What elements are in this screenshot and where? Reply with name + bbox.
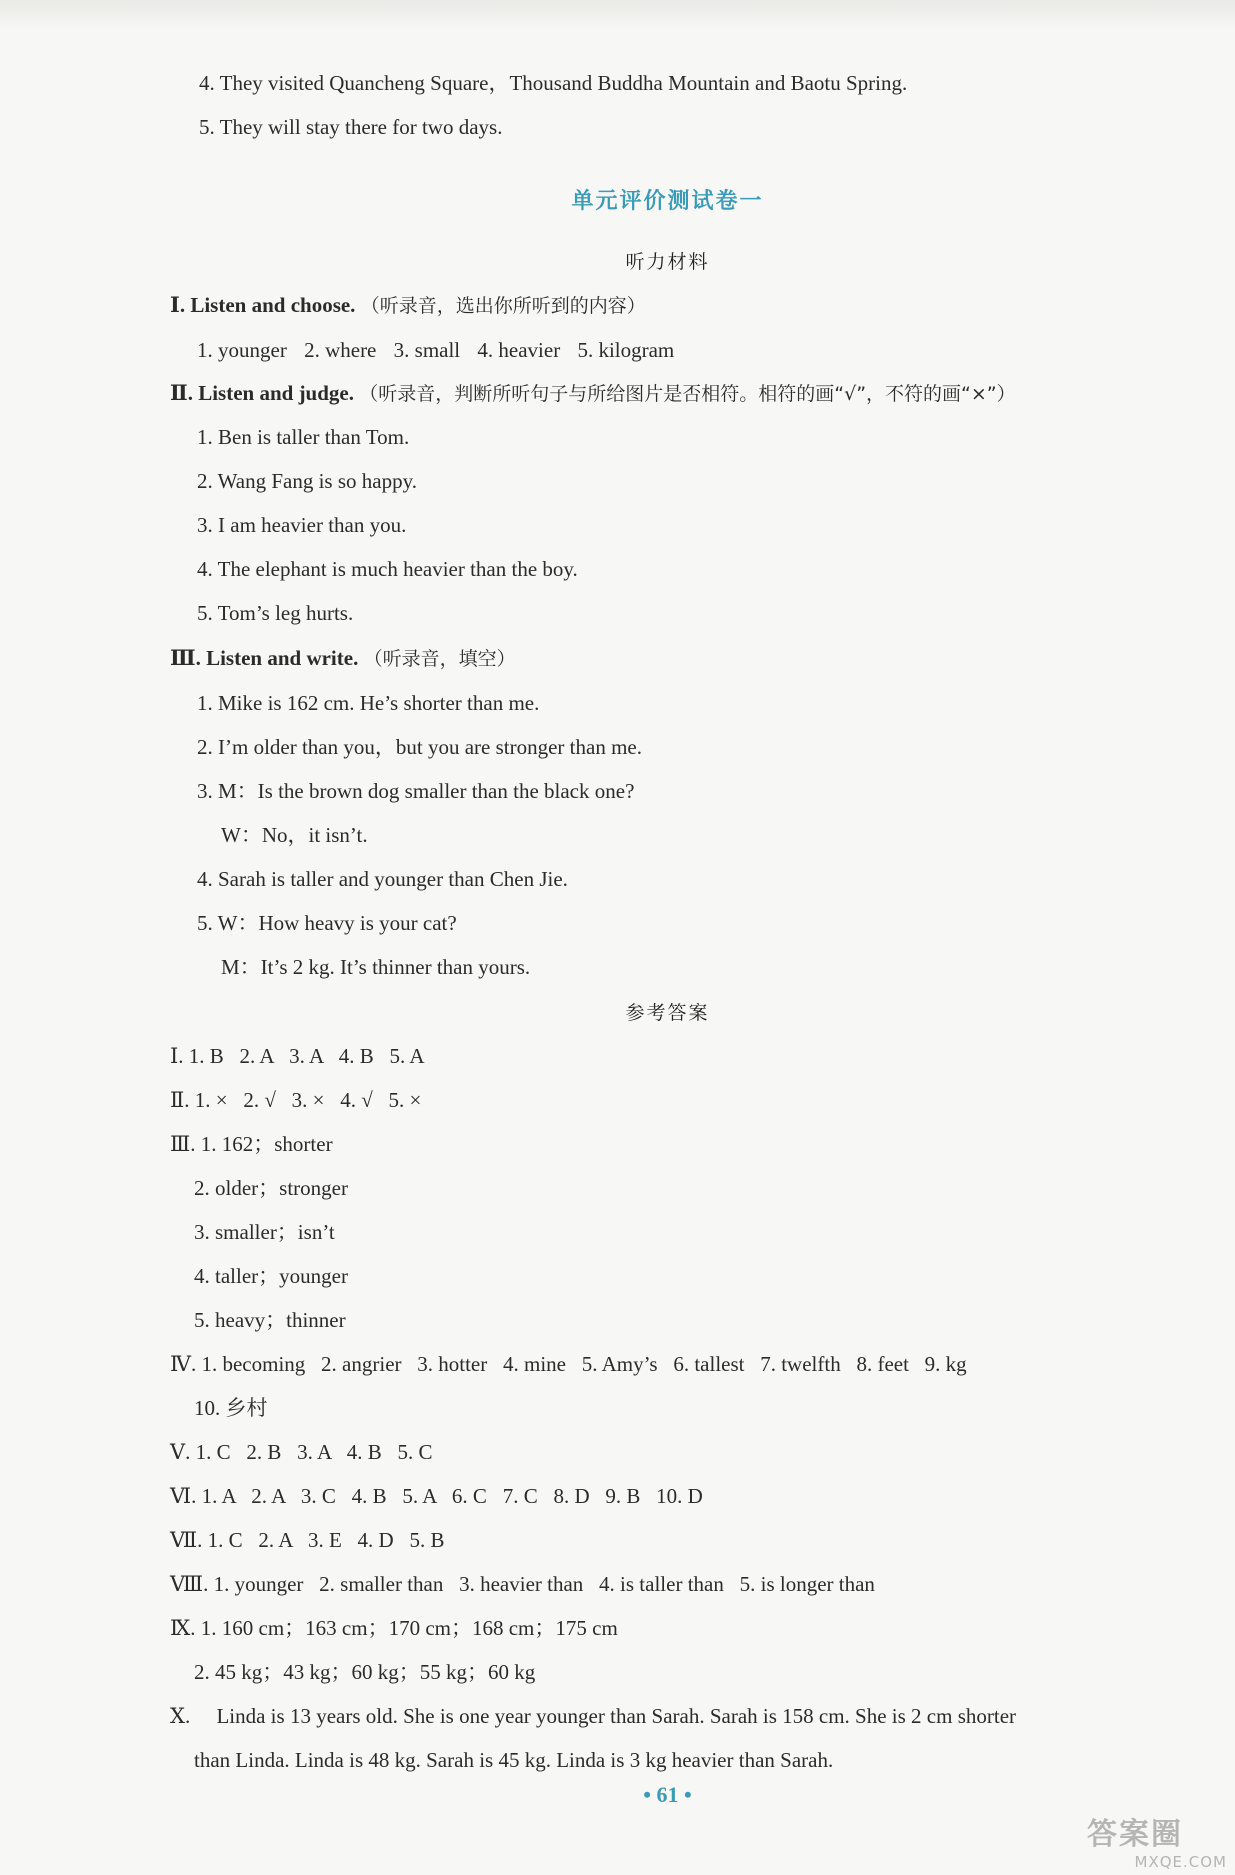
top-line-4: 4. They visited Quancheng Square，Thousand Buddha Mountain and Baotu Spring. — [199, 71, 908, 95]
list-item: 4. Sarah is taller and younger than Chen Jie. — [197, 867, 568, 891]
watermark-url: MXQE.COM — [1134, 1853, 1227, 1871]
section-1-heading — [170, 292, 646, 319]
answer-row-3-3: 3. smaller；isn’t — [194, 1220, 335, 1244]
section-1-number: Ⅰ. — [170, 293, 186, 317]
list-item: 3. small — [393, 338, 461, 362]
list-item: 2. Wang Fang is so happy. — [197, 469, 417, 493]
list-item: 1. younger — [197, 338, 287, 362]
section-3-heading — [170, 645, 516, 672]
top-line-5: 5. They will stay there for two days. — [199, 115, 503, 139]
list-item: 5. W：How heavy is your cat? — [197, 911, 457, 935]
section-1-instruction: （听录音，选出你所听到的内容） — [360, 295, 646, 317]
page-number: • 61 • — [643, 1782, 692, 1807]
watermark-text: 答案圈 — [1087, 1817, 1183, 1852]
list-item: W：No，it isn’t. — [221, 823, 368, 847]
list-item: 3. I am heavier than you. — [197, 513, 407, 537]
listening-heading: 听力材料 — [625, 251, 710, 273]
section-3-number: Ⅲ. — [170, 646, 201, 670]
answer-row-2: Ⅱ. 1. × 2. √ 3. × 4. √ 5. × — [170, 1088, 422, 1112]
list-item: M：It’s 2 kg. It’s thinner than yours. — [221, 955, 531, 979]
answers-heading: 参考答案 — [625, 1002, 710, 1024]
answer-row-6: Ⅵ. 1. A 2. A 3. C 4. B 5. A 6. C 7. C 8. D 9. B 10. D — [170, 1484, 703, 1508]
answer-row-7: Ⅶ. 1. C 2. A 3. E 4. D 5. B — [170, 1528, 445, 1552]
answer-row-9-2: 2. 45 kg；43 kg；60 kg；55 kg；60 kg — [194, 1660, 536, 1684]
answer-row-3-2: 2. older；stronger — [194, 1176, 348, 1200]
list-item: 5. Tom’s leg hurts. — [197, 601, 354, 625]
section-2-title: Listen and judge. — [198, 381, 354, 405]
section-1-title: Listen and choose. — [190, 293, 356, 317]
answer-row-10-2: than Linda. Linda is 48 kg. Sarah is 45 kg. Linda is 3 kg heavier than Sarah. — [194, 1748, 834, 1772]
section-3-title: Listen and write. — [206, 646, 359, 670]
list-item: 4. The elephant is much heavier than the boy. — [197, 557, 578, 581]
list-item: 3. M：Is the brown dog smaller than the black one? — [197, 779, 635, 803]
answer-row-3-5: 5. heavy；thinner — [194, 1308, 346, 1332]
page-top-edge — [0, 0, 1235, 30]
page-title: 单元评价测试卷一 — [571, 189, 764, 214]
section-2-heading — [170, 380, 1016, 407]
answer-row-4: Ⅳ. 1. becoming 2. angrier 3. hotter 4. mine 5. Amy’s 6. tallest 7. twelfth 8. feet 9. kg — [170, 1352, 967, 1376]
list-item: 2. I’m older than you，but you are stronger than me. — [197, 735, 642, 759]
answer-row-5: Ⅴ. 1. C 2. B 3. A 4. B 5. C — [170, 1440, 433, 1464]
section-2-instruction: （听录音，判断所听句子与所给图片是否相符。相符的画“√”，不符的画“×”） — [359, 383, 1016, 405]
list-item: 1. Mike is 162 cm. He’s shorter than me. — [197, 691, 540, 715]
answer-row-8: Ⅷ. 1. younger 2. smaller than 3. heavier than 4. is taller than 5. is longer than — [170, 1572, 875, 1596]
answer-row-4-10: 10. 乡村 — [194, 1396, 268, 1420]
list-item: 4. heavier — [477, 338, 561, 362]
answer-row-3-4: 4. taller；younger — [194, 1264, 348, 1288]
answer-row-3: Ⅲ. 1. 162；shorter — [170, 1132, 333, 1156]
list-item: 2. where — [304, 338, 377, 362]
answer-row-9: Ⅸ. 1. 160 cm；163 cm；170 cm；168 cm；175 cm — [170, 1616, 618, 1640]
answer-row-10: Ⅹ. Linda is 13 years old. She is one year younger than Sarah. Sarah is 158 cm. She is 2 cm shorter — [170, 1704, 1017, 1728]
answer-row-1: Ⅰ. 1. B 2. A 3. A 4. B 5. A — [170, 1044, 425, 1068]
section-2-number: Ⅱ. — [170, 381, 193, 405]
list-item: 5. kilogram — [577, 338, 675, 362]
section-3-instruction: （听录音，填空） — [363, 648, 516, 670]
section-1-items — [197, 337, 674, 363]
watermark-logo — [1087, 1809, 1227, 1871]
list-item: 1. Ben is taller than Tom. — [197, 425, 410, 449]
